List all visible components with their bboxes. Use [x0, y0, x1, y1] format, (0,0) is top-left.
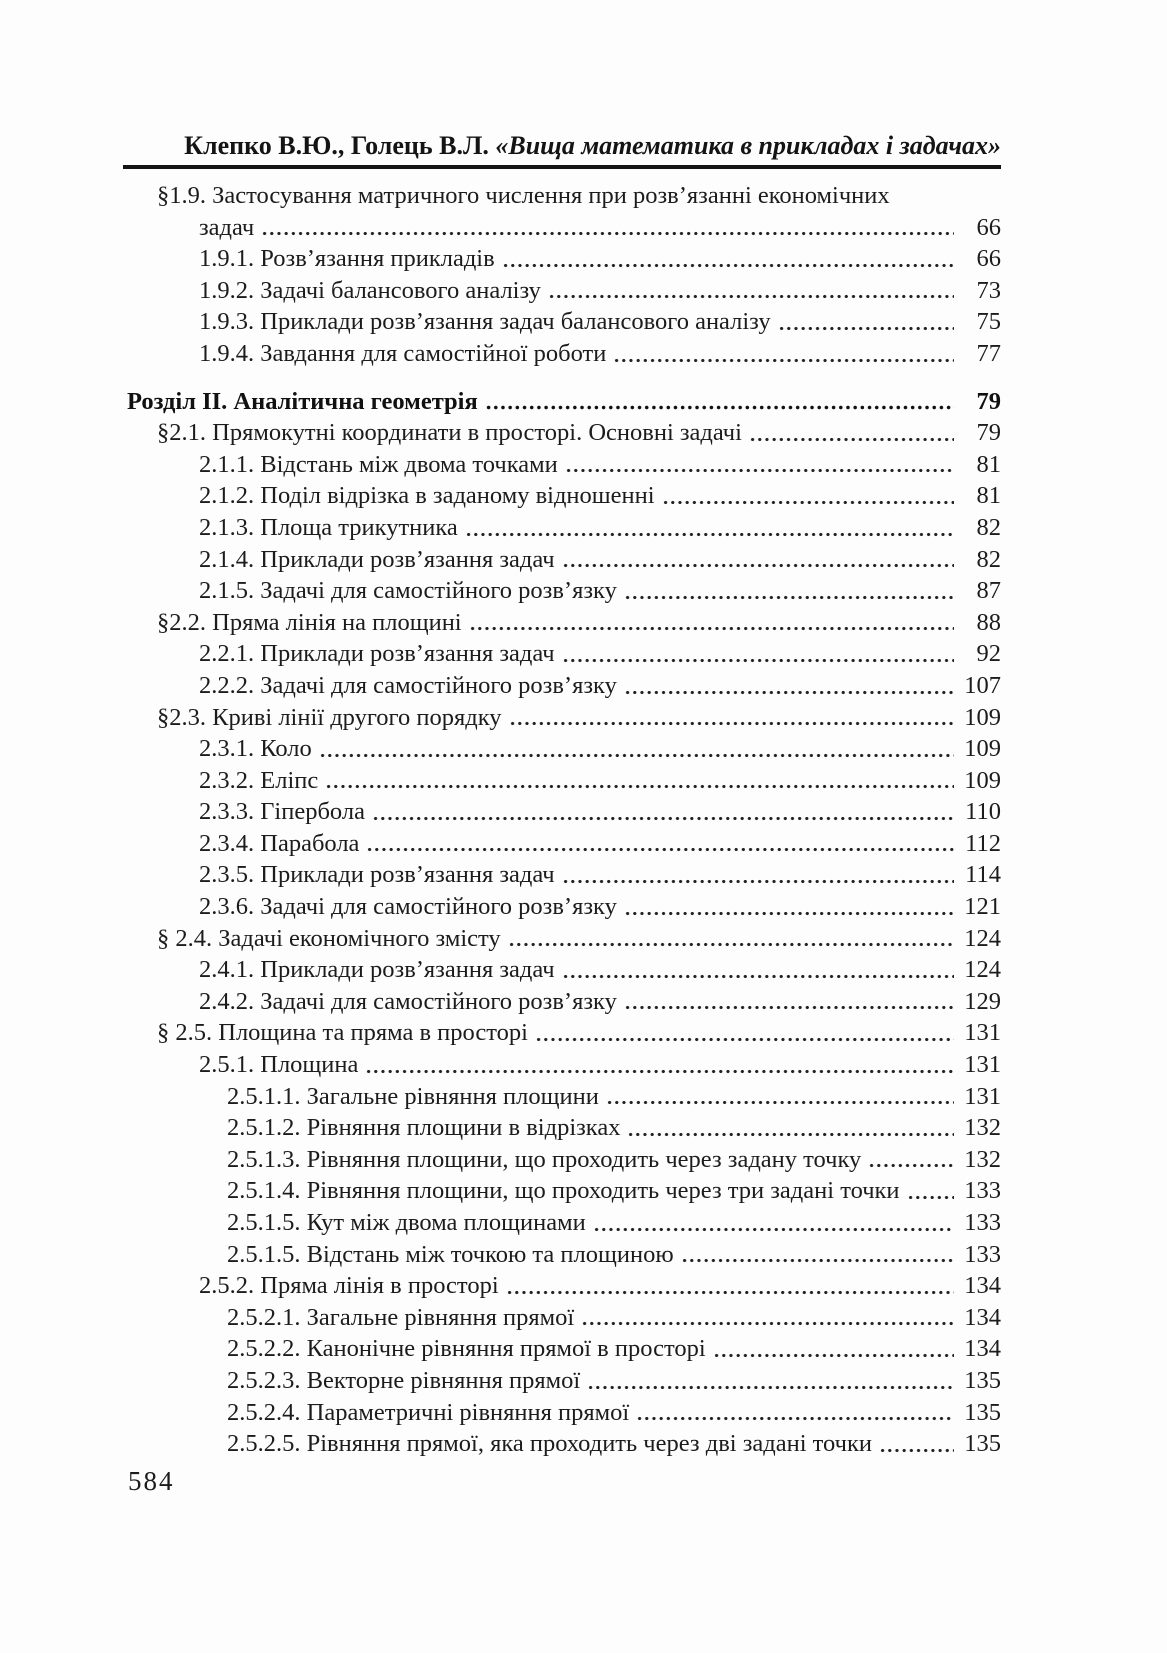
toc-entry: [127, 180, 1001, 212]
toc-entry: [127, 891, 1001, 923]
toc-entry: [127, 1333, 1001, 1365]
toc-entry: [127, 1365, 1001, 1397]
toc-entry: [127, 306, 1001, 338]
toc-entry: [127, 1112, 1001, 1144]
dot-leader: [681, 1239, 954, 1271]
toc-entry-title: 2.1.5. Задачі для самостійного розв’язку: [199, 577, 617, 605]
toc-entry-page: 114: [965, 861, 1001, 889]
toc-entry-title: 2.5.1.3. Рівняння площини, що проходить через задану точку: [227, 1145, 862, 1173]
toc-entry-title: 2.3.5. Приклади розв’язання задач: [199, 861, 555, 889]
dot-leader: [907, 1175, 954, 1207]
toc-entry-title: 2.3.6. Задачі для самостійного розв’язку: [199, 893, 617, 921]
toc-entry: [127, 575, 1001, 607]
toc-entry-page: 131: [964, 1082, 1001, 1110]
dot-leader: [502, 243, 954, 275]
toc-entry: [127, 986, 1001, 1018]
toc-entry-page: 82: [976, 513, 1001, 541]
toc-entry: [127, 449, 1001, 481]
toc-entry: [127, 243, 1001, 275]
toc-entry: [127, 480, 1001, 512]
toc-entry-page: 66: [976, 213, 1001, 241]
dot-leader: [624, 891, 954, 923]
dot-leader: [325, 765, 954, 797]
toc-entry-page: 132: [964, 1145, 1001, 1173]
toc-entry-page: 79: [976, 419, 1001, 447]
toc-entry-page: 82: [976, 545, 1001, 573]
toc-entry-title: 2.5.1.4. Рівняння площини, що проходить через три задані точки: [227, 1177, 900, 1205]
toc-entry-title: §2.3. Криві лінії другого порядку: [157, 703, 502, 731]
toc-entry-title: 2.2.2. Задачі для самостійного розв’язку: [199, 671, 617, 699]
toc-entry-title: 2.3.4. Парабола: [199, 829, 360, 857]
dot-leader: [606, 1081, 954, 1113]
header-book-title: «Вища математика в прикладах і задачах»: [495, 131, 1001, 160]
page-footer: [128, 1466, 175, 1497]
toc-entry: [127, 338, 1001, 370]
toc-entry-title: 2.1.1. Відстань між двома точками: [199, 450, 558, 478]
toc-entry: [127, 638, 1001, 670]
dot-leader: [469, 607, 954, 639]
dot-leader: [372, 796, 954, 828]
toc-entry-title: 2.4.2. Задачі для самостійного розв’язку: [199, 987, 617, 1015]
toc-entry-page: 73: [976, 276, 1001, 304]
toc-entry-page: 131: [964, 1051, 1001, 1079]
toc-entry: [127, 859, 1001, 891]
toc-entry: [127, 954, 1001, 986]
toc-entry-title: 1.9.3. Приклади розв’язання задач балансового аналізу: [199, 308, 771, 336]
toc-entry-page: 88: [976, 608, 1001, 636]
toc-entry: [127, 275, 1001, 307]
dot-leader: [613, 338, 954, 370]
toc-entry: [127, 212, 1001, 244]
toc-entry-page: 133: [964, 1177, 1001, 1205]
toc-entry-page: 132: [964, 1114, 1001, 1142]
toc-entry-title: 2.3.1. Коло: [199, 735, 312, 763]
dot-leader: [879, 1428, 954, 1460]
toc-entry-page: 77: [976, 339, 1001, 367]
dot-leader: [319, 733, 954, 765]
toc-entry-page: 133: [964, 1240, 1001, 1268]
dot-leader: [662, 480, 954, 512]
toc-entry: [127, 1017, 1001, 1049]
toc-entry-page: 110: [965, 798, 1001, 826]
dot-leader: [366, 828, 954, 860]
toc-entry: [127, 1428, 1001, 1460]
toc-entry-title: 2.5.1.5. Кут між двома площинами: [227, 1209, 586, 1236]
toc-entry-title: 1.9.2. Задачі балансового аналізу: [199, 276, 541, 304]
toc-entry-title: 2.4.1. Приклади розв’язання задач: [199, 956, 555, 984]
toc-entry: [127, 1270, 1001, 1302]
dot-leader: [778, 306, 954, 338]
toc-entry-title: 2.3.3. Гіпербола: [199, 798, 365, 826]
toc-entry-page: 133: [964, 1209, 1001, 1236]
toc-entry-page: 81: [976, 482, 1001, 510]
toc-entry: [127, 1144, 1001, 1176]
header-authors: Клепко В.Ю., Голець В.Л.: [184, 131, 489, 160]
toc-entry: [127, 1239, 1001, 1271]
toc-entry-page: 134: [964, 1335, 1001, 1363]
toc-entry-page: 79: [976, 387, 1001, 415]
toc-entry-page: 121: [964, 893, 1001, 921]
dot-leader: [465, 512, 954, 544]
toc-entry: [127, 607, 1001, 639]
toc-entry-page: 92: [976, 640, 1001, 668]
toc-entry-page: 134: [964, 1303, 1001, 1331]
toc-entry-title: 2.5.1.2. Рівняння площини в відрізках: [227, 1114, 621, 1142]
toc-entry-title: Розділ II. Аналітична геометрія: [127, 387, 478, 415]
dot-leader: [562, 859, 954, 891]
dot-leader: [548, 275, 954, 307]
toc-entry: [127, 923, 1001, 955]
toc-entry-page: 75: [976, 308, 1001, 336]
toc-entry: [127, 828, 1001, 860]
toc-entry-title: 2.5.2. Пряма лінія в просторі: [199, 1272, 499, 1300]
page-content: [127, 131, 1001, 1460]
toc-entry-title: §1.9. Застосування матричного числення при розв’язанні економічних: [157, 182, 890, 209]
dot-leader: [581, 1302, 954, 1334]
toc-entry: [127, 670, 1001, 702]
toc-entry: [127, 417, 1001, 449]
toc-entry: [127, 796, 1001, 828]
dot-leader: [636, 1397, 954, 1429]
toc-entry-page: 109: [964, 766, 1001, 794]
toc-entry-title: 2.5.2.1. Загальне рівняння прямої: [227, 1303, 575, 1331]
toc-entry-page: 107: [964, 671, 1001, 699]
toc-entry-title: 1.9.4. Завдання для самостійної роботи: [199, 339, 607, 367]
toc-entry: [127, 1081, 1001, 1113]
toc-entry-title: §2.1. Прямокутні координати в просторі. Основні задачі: [157, 419, 742, 447]
toc-entry: [127, 512, 1001, 544]
dot-leader: [624, 575, 954, 607]
dot-leader: [868, 1144, 954, 1176]
table-of-contents: [127, 180, 1001, 1460]
toc-entry-page: 129: [964, 987, 1001, 1015]
toc-entry-title: § 2.5. Площина та пряма в просторі: [157, 1019, 528, 1047]
toc-entry-title: 2.5.2.3. Векторне рівняння прямої: [227, 1366, 581, 1394]
toc-entry-title: 1.9.1. Розв’язання прикладів: [199, 245, 495, 273]
toc-entry-page: 134: [964, 1272, 1001, 1300]
toc-entry-page: 135: [964, 1366, 1001, 1394]
toc-entry-title: задач: [199, 213, 255, 241]
running-header: [127, 131, 1001, 161]
dot-leader: [365, 1049, 954, 1081]
toc-entry-title: 2.1.2. Поділ відрізка в заданому відношенні: [199, 482, 655, 510]
dot-leader: [509, 702, 954, 734]
dot-leader: [508, 923, 954, 955]
dot-leader: [565, 449, 954, 481]
dot-leader: [624, 986, 954, 1018]
toc-entry-title: 2.5.1.1. Загальне рівняння площини: [227, 1082, 599, 1110]
toc-entry-title: 2.1.3. Площа трикутника: [199, 513, 458, 541]
toc-entry-title: 2.3.2. Еліпс: [199, 766, 319, 794]
toc-entry: [127, 1302, 1001, 1334]
page-number: 584: [128, 1466, 175, 1496]
dot-leader: [624, 670, 954, 702]
toc-entry-title: §2.2. Пряма лінія на площині: [157, 608, 462, 636]
dot-leader: [562, 954, 954, 986]
toc-entry-page: 87: [976, 577, 1001, 605]
toc-entry: [127, 386, 1001, 418]
dot-leader: [627, 1112, 954, 1144]
toc-entry: [127, 702, 1001, 734]
toc-entry-title: § 2.4. Задачі економічного змісту: [157, 924, 501, 952]
dot-leader: [562, 638, 954, 670]
toc-entry-title: 2.5.2.5. Рівняння прямої, яка проходить через дві задані точки: [227, 1430, 872, 1458]
dot-leader: [506, 1270, 954, 1302]
toc-entry-title: 2.2.1. Приклади розв’язання задач: [199, 640, 555, 668]
toc-entry-page: 135: [964, 1398, 1001, 1426]
toc-entry: [127, 765, 1001, 797]
dot-leader: [562, 544, 954, 576]
toc-entry-title: 2.5.2.4. Параметричні рівняння прямої: [227, 1398, 630, 1426]
toc-entry-page: 66: [976, 245, 1001, 273]
toc-entry-page: 109: [964, 703, 1001, 731]
toc-entry-page: 131: [964, 1019, 1001, 1047]
toc-entry: [127, 1397, 1001, 1429]
dot-leader: [485, 386, 954, 418]
toc-entry-title: 2.1.4. Приклади розв’язання задач: [199, 545, 555, 573]
toc-entry-page: 124: [964, 924, 1001, 952]
toc-entry-title: 2.5.2.2. Канонічне рівняння прямої в просторі: [227, 1335, 706, 1363]
dot-leader: [593, 1207, 954, 1239]
toc-entry-page: 124: [964, 956, 1001, 984]
toc-entry-page: 112: [965, 829, 1001, 857]
toc-entry: [127, 1175, 1001, 1207]
dot-leader: [535, 1017, 954, 1049]
toc-entry-title: 2.5.1.5. Відстань між точкою та площиною: [227, 1240, 674, 1268]
dot-leader: [587, 1365, 954, 1397]
toc-entry-page: 135: [964, 1430, 1001, 1458]
toc-entry: [127, 1049, 1001, 1081]
toc-entry: [127, 544, 1001, 576]
toc-entry-title: 2.5.1. Площина: [199, 1051, 359, 1079]
toc-entry: [127, 1207, 1001, 1239]
toc-entry-page: 109: [964, 735, 1001, 763]
dot-leader: [261, 212, 954, 244]
header-rule: [123, 165, 1001, 169]
dot-leader: [713, 1333, 954, 1365]
toc-entry-page: 81: [976, 450, 1001, 478]
dot-leader: [749, 417, 954, 449]
toc-entry: [127, 733, 1001, 765]
